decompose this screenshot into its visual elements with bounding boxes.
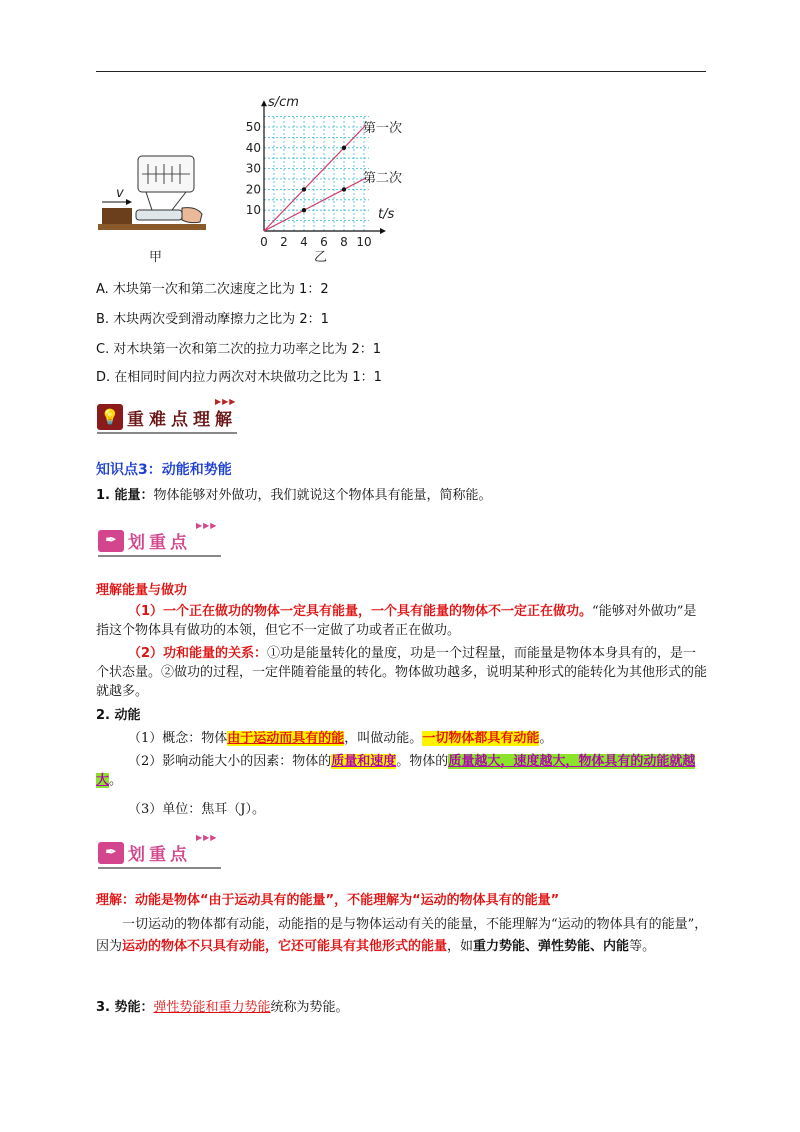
kinetic-c1-c: 。 <box>539 731 553 746</box>
y-tick-label: 40 <box>245 140 261 155</box>
y-tick-label: 10 <box>245 203 261 218</box>
understand-p2 <box>96 644 708 701</box>
series-point <box>302 208 306 212</box>
section-title: 知识点3：动能和势能 <box>96 462 232 478</box>
note-body <box>96 914 708 958</box>
st-graph <box>245 95 420 249</box>
kinetic-c2-a: （2）影响动能大小的因素：物体的 <box>128 754 332 769</box>
kinetic-title: 2. 动能 <box>96 708 141 723</box>
highlight-mark-1 <box>98 521 218 553</box>
x-tick-label: 10 <box>356 235 372 249</box>
understand-p1 <box>96 602 708 640</box>
kinetic-c1-highlight2: 一切物体都具有动能 <box>422 731 540 746</box>
series-line-2 <box>264 178 366 231</box>
figure-right-caption: 乙 <box>314 250 328 265</box>
y-tick-label: 30 <box>245 161 261 176</box>
line1-label: 第一次 <box>363 121 403 136</box>
potential-label: 3. 势能： <box>96 1000 154 1015</box>
mark-underline-1 <box>98 555 221 557</box>
mark-title-2: 划重点 <box>128 845 191 865</box>
series-point <box>342 146 346 150</box>
header-rule <box>96 71 706 72</box>
x-tick-label: 0 <box>260 235 268 249</box>
badge-title: 重难点理解 <box>127 409 237 430</box>
x-tick-label: 8 <box>340 235 348 249</box>
potential-text: 统称为势能。 <box>270 1000 349 1015</box>
kinetic-c2-b: 。物体的 <box>396 754 449 769</box>
energy-definition <box>96 486 708 505</box>
note-t3: 等。 <box>629 939 656 954</box>
highlight-mark-2 <box>98 833 218 865</box>
x-tick-label: 6 <box>320 235 328 249</box>
option-d: D. 在相同时间内拉力两次对木块做功之比为 1：1 <box>96 370 382 385</box>
note-t1: 一切运动的物体都有动能，动能指的是与物体运动有关的能量，不能理解为“运动的物体具有的能量”，因为 <box>96 917 708 954</box>
pen-icon-2: ✒ <box>98 842 124 864</box>
potential-red: 弹性势能和重力势能 <box>153 1000 271 1015</box>
understand-title: 理解能量与做功 <box>96 583 188 598</box>
note-t2: ，如 <box>447 939 474 954</box>
mark-title-1: 划重点 <box>128 533 191 553</box>
x-tick-label: 2 <box>280 235 288 249</box>
velocity-label: v <box>116 186 124 201</box>
triangle-dots-icon: ▶▶▶ <box>215 397 237 406</box>
kinetic-c1-highlight: 由于运动而具有的能 <box>227 731 345 746</box>
kinetic-c2-highlight: 质量和速度 <box>331 754 397 769</box>
key-points-badge <box>97 397 237 430</box>
x-tick-label: 4 <box>300 235 308 249</box>
x-axis-arrow <box>380 228 386 234</box>
pen-icon: ✒ <box>98 530 124 552</box>
line2-label: 第二次 <box>363 171 403 186</box>
y-axis-label: s/cm <box>268 95 299 110</box>
figure-left-caption: 甲 <box>149 250 163 265</box>
kinetic-factors <box>96 752 708 790</box>
energy-label: 1. 能量： <box>96 488 154 503</box>
triangle-dots-icon-2: ▶▶▶ <box>196 521 218 530</box>
note-title: 理解：动能是物体“由于运动具有的能量”，不能理解为“运动的物体具有的能量” <box>96 893 560 908</box>
option-a: A. 木块第一次和第二次速度之比为 1：2 <box>96 282 329 297</box>
x-axis-label: t/s <box>378 207 395 222</box>
kinetic-c2-highlight2: 质量越大，速度越大，物体具有的动能就越大 <box>96 754 696 788</box>
apparatus-illustration <box>96 150 216 240</box>
kinetic-unit: （3）单位：焦耳（J）。 <box>128 802 265 817</box>
understand-p1-red: （1）一个正在做功的物体一定具有能量，一个具有能量的物体不一定正在做功。 <box>128 604 593 619</box>
understand-p2-red: （2）功和能量的关系： <box>128 646 268 661</box>
note-bold: 重力势能、弹性势能、内能 <box>473 939 630 954</box>
triangle-dots-icon-3: ▶▶▶ <box>196 833 218 842</box>
badge-underline <box>97 432 237 434</box>
note-red: 运动的物体不只具有动能，它还可能具有其他形式的能量 <box>122 939 448 954</box>
apparatus-figure <box>96 150 216 240</box>
kinetic-c1-a: （1）概念：物体 <box>128 731 228 746</box>
lightbulb-icon: 💡 <box>97 404 123 430</box>
series-point <box>342 187 346 191</box>
y-axis-arrow <box>261 100 267 106</box>
potential-definition <box>96 998 708 1017</box>
kinetic-c1-b: ，叫做动能。 <box>344 731 423 746</box>
option-b: B. 木块两次受到滑动摩擦力之比为 2：1 <box>96 312 329 327</box>
series-line-1 <box>264 125 366 231</box>
y-tick-label: 50 <box>245 120 261 134</box>
option-c: C. 对木块第一次和第二次的拉力功率之比为 2：1 <box>96 342 382 357</box>
y-tick-label: 20 <box>245 182 261 197</box>
understand-p1-text: “能够对外做功”是指这个物体具有做功的本领，但它不一定做了功或者正在做功。 <box>96 604 697 638</box>
understand-p2-text: ①功是能量转化的量度，功是一个过程量，而能量是物体本身具有的，是一个状态量。②做功的过程，一定伴随着能量的转化。物体做功越多，说明某种形式的能转化为其他形式的能就越多。 <box>96 646 708 699</box>
series-point <box>302 187 306 191</box>
kinetic-c2-c: 。 <box>109 773 123 788</box>
mark-underline-2 <box>98 867 221 869</box>
energy-text: 物体能够对外做功，我们就说这个物体具有能量，简称能。 <box>153 488 492 503</box>
kinetic-concept <box>128 729 708 748</box>
